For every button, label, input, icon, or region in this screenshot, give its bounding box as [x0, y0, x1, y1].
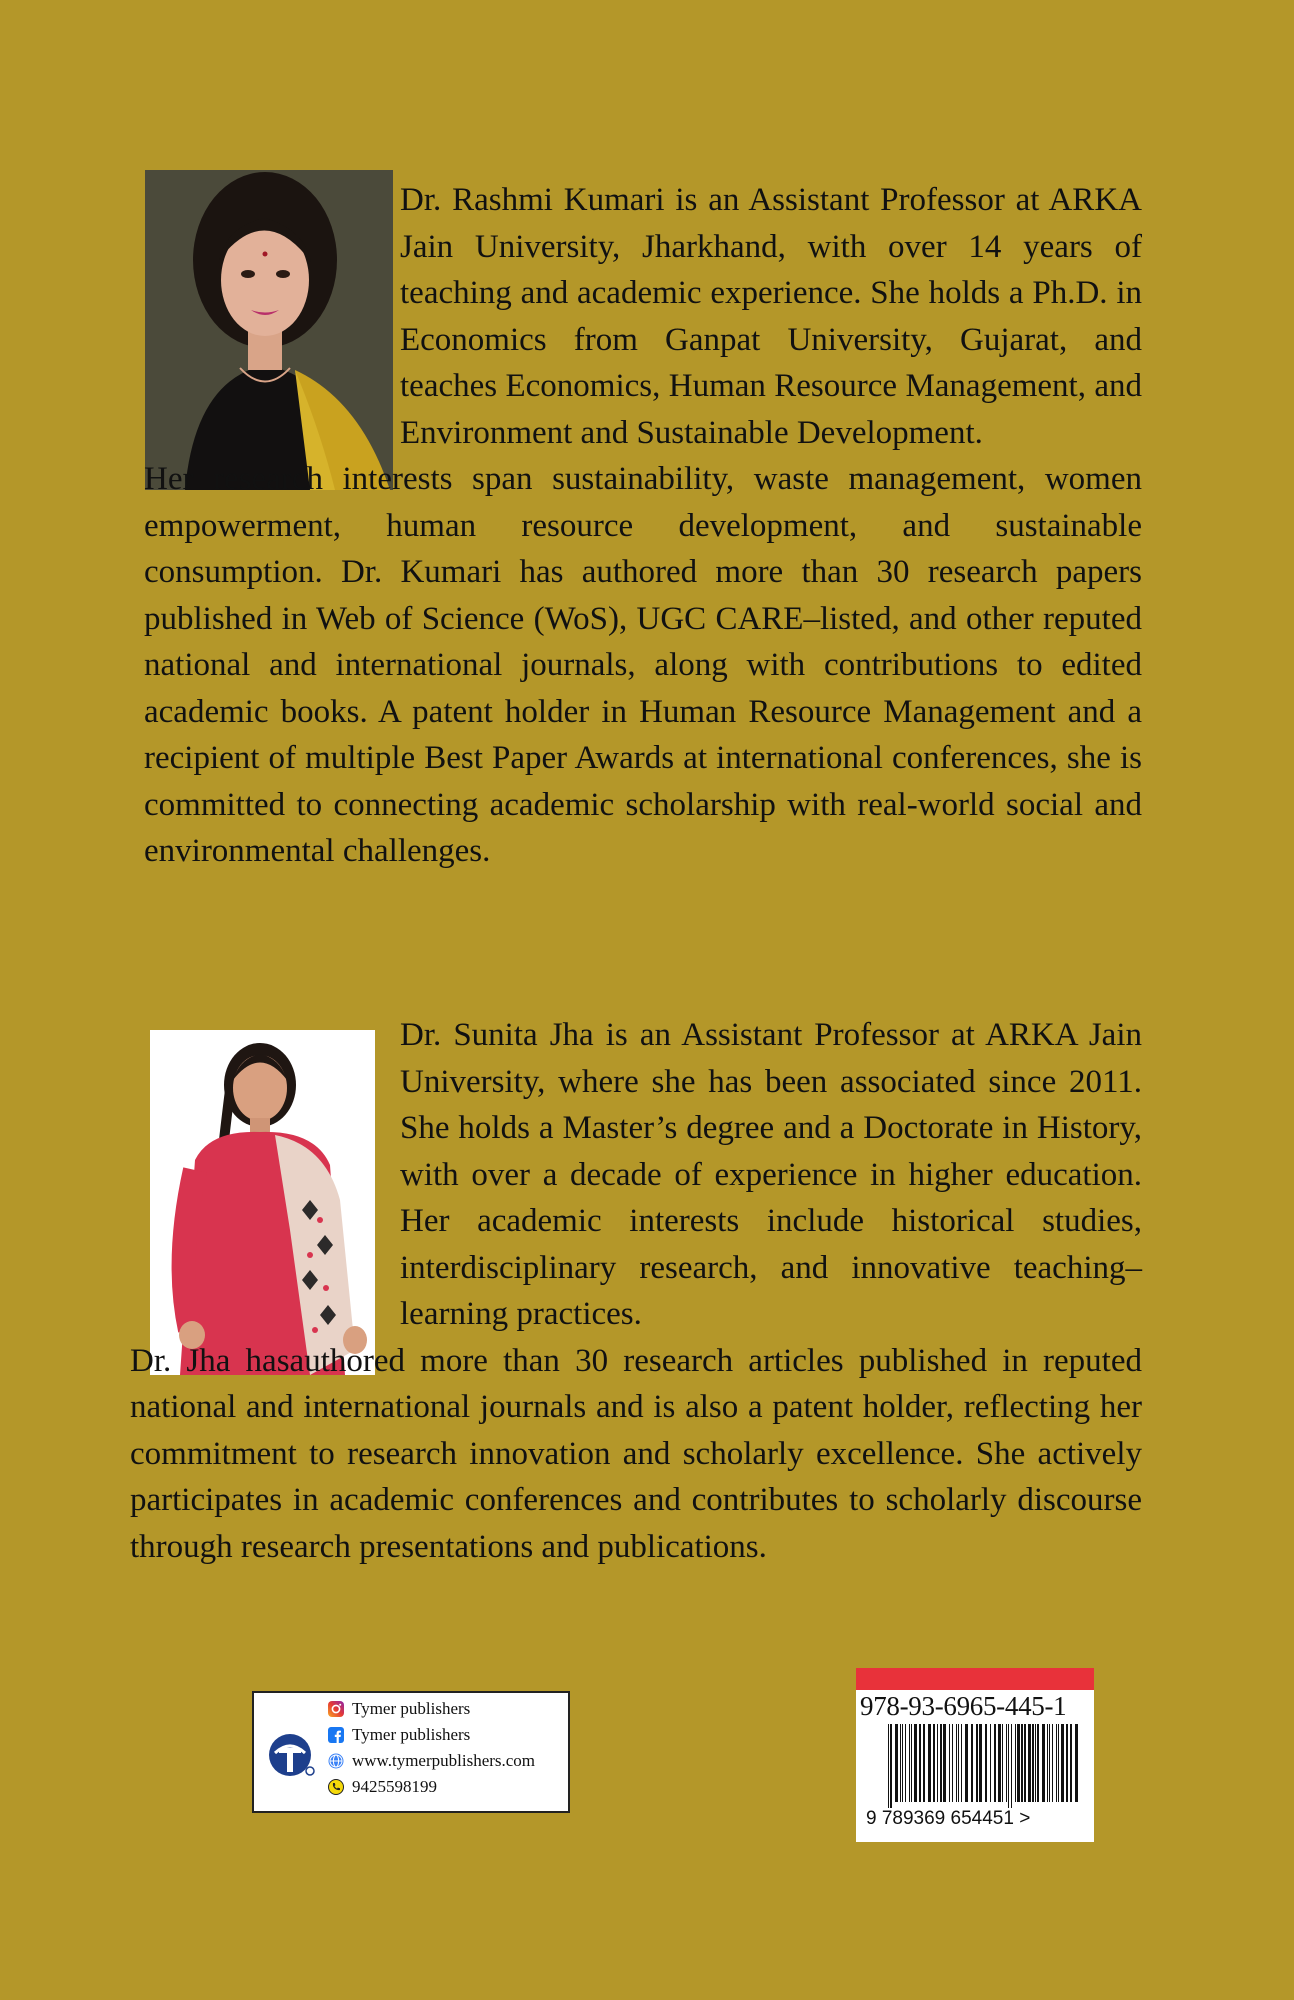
barcode-bar: [1042, 1724, 1045, 1802]
barcode-bar: [961, 1724, 962, 1802]
barcode-bar: [1021, 1724, 1023, 1802]
barcode-bar: [902, 1724, 903, 1802]
barcode-bar: [1058, 1724, 1059, 1802]
barcode-bar: [1006, 1724, 1007, 1802]
barcode-bar: [909, 1724, 910, 1802]
barcode-bar: [1024, 1724, 1026, 1802]
barcode-bar: [965, 1724, 968, 1802]
barcode-bar: [998, 1724, 1001, 1802]
publisher-logo-icon: [268, 1731, 316, 1779]
barcode-bar: [1008, 1724, 1009, 1808]
barcode-bar: [933, 1724, 935, 1802]
barcode-bar: [971, 1724, 973, 1802]
barcode-bar: [940, 1724, 942, 1802]
barcode-bar: [1017, 1724, 1020, 1802]
isbn-number: 978-93-6965-445-1: [860, 1691, 1067, 1721]
publisher-website-link[interactable]: www.tymerpublishers.com: [352, 1751, 536, 1770]
barcode-bar: [900, 1724, 901, 1802]
publisher-instagram-text: Tymer publishers: [352, 1699, 471, 1718]
barcode-bar: [976, 1724, 978, 1802]
barcode-bar: [1035, 1724, 1036, 1802]
isbn-barcode-block: [856, 1668, 1094, 1842]
barcode-bar: [1075, 1724, 1078, 1802]
publisher-facebook-row[interactable]: [328, 1723, 470, 1747]
barcode-bar: [979, 1724, 982, 1802]
author2-bio: [130, 1012, 1142, 1570]
author2-bio-rest: Dr. Jha hasauthored more than 30 research articles published in reputed national and international journals and is also a patent holder, reflecting her commitment to research innovation and scholarly excellence. She actively participates in academic conferences and contributes to scholarly discourse through research presentations and publications.: [130, 1342, 1142, 1565]
author2-bio-lead: Dr. Sunita Jha is an Assistant Professor at ARKA Jain University, where she has been associated since 2011. She holds a Master’s degree and a Doctorate in History, with over a decade of experience in higher education. Her academic interests include historical studies, interdisciplinary research, and innovative teaching–learning practices.: [400, 1017, 1142, 1332]
barcode-digits: 9 789369 654451 >: [866, 1808, 1031, 1829]
author1-bio-lead: Dr. Rashmi Kumari is an Assistant Professor at ARKA Jain University, Jharkhand, with over 14 years of teaching and academic experience. She holds a Ph.D. in Economics from Ganpat University, Gujarat, and teaches Economics, Human Resource Management, and Environment and Sustainable Development.: [400, 182, 1142, 451]
barcode-bar: [890, 1724, 892, 1808]
barcode-bar: [1032, 1724, 1034, 1802]
barcode-bar: [928, 1724, 931, 1802]
barcode-bar: [994, 1724, 996, 1802]
barcode-bar: [905, 1724, 906, 1802]
barcode-bar: [1052, 1724, 1053, 1802]
barcode-bar: [914, 1724, 917, 1802]
barcode-bar: [1066, 1724, 1068, 1802]
barcode-graphic: [888, 1724, 1082, 1808]
publisher-facebook-text: Tymer publishers: [352, 1725, 471, 1744]
phone-icon: [328, 1779, 344, 1795]
barcode-bar: [888, 1724, 889, 1808]
isbn-red-band: [856, 1668, 1094, 1690]
publisher-website-row[interactable]: [328, 1749, 535, 1773]
barcode-bar: [985, 1724, 987, 1802]
instagram-icon: [328, 1701, 344, 1717]
barcode-bar: [1028, 1724, 1031, 1802]
barcode-bar: [1061, 1724, 1064, 1802]
author1-bio: [144, 177, 1142, 875]
publisher-instagram-row[interactable]: [328, 1697, 470, 1721]
barcode-bar: [919, 1724, 921, 1802]
author1-bio-rest: Her research interests span sustainability, waste management, women empowerment, human resource development, and sustainable consumption. Dr. Kumari has authored more than 30 research papers published in Web of Science (WoS), UGC CARE–listed, and other reputed national and international journals, along with contributions to edited academic books. A patent holder in Human Resource Management and a recipient of multiple Best Paper Awards at international conferences, she is committed to connecting academic scholarship with real-world social and environmental challenges.: [144, 461, 1142, 869]
barcode-bar: [1056, 1724, 1057, 1802]
barcode-bar: [911, 1724, 912, 1802]
facebook-icon: [328, 1727, 344, 1743]
barcode-bar: [895, 1724, 898, 1802]
barcode-bar: [1049, 1724, 1050, 1802]
barcode-bar: [956, 1724, 957, 1802]
barcode-bar: [958, 1724, 959, 1802]
barcode-bar: [990, 1724, 991, 1802]
barcode-bar: [1002, 1724, 1003, 1802]
barcode-bar: [1070, 1724, 1072, 1802]
publisher-info-box: [252, 1691, 570, 1813]
barcode-bar: [1037, 1724, 1039, 1802]
barcode-bar: [1047, 1724, 1048, 1802]
publisher-phone-row[interactable]: [328, 1775, 437, 1799]
barcode-bar: [1011, 1724, 1012, 1808]
barcode-bar: [943, 1724, 946, 1802]
barcode-bar: [949, 1724, 950, 1802]
barcode-bar: [952, 1724, 953, 1802]
barcode-bar: [937, 1724, 938, 1802]
globe-icon: [328, 1753, 344, 1769]
barcode-bar: [1015, 1724, 1016, 1802]
barcode-bar: [923, 1724, 925, 1802]
publisher-phone-text: 9425598199: [352, 1777, 437, 1796]
